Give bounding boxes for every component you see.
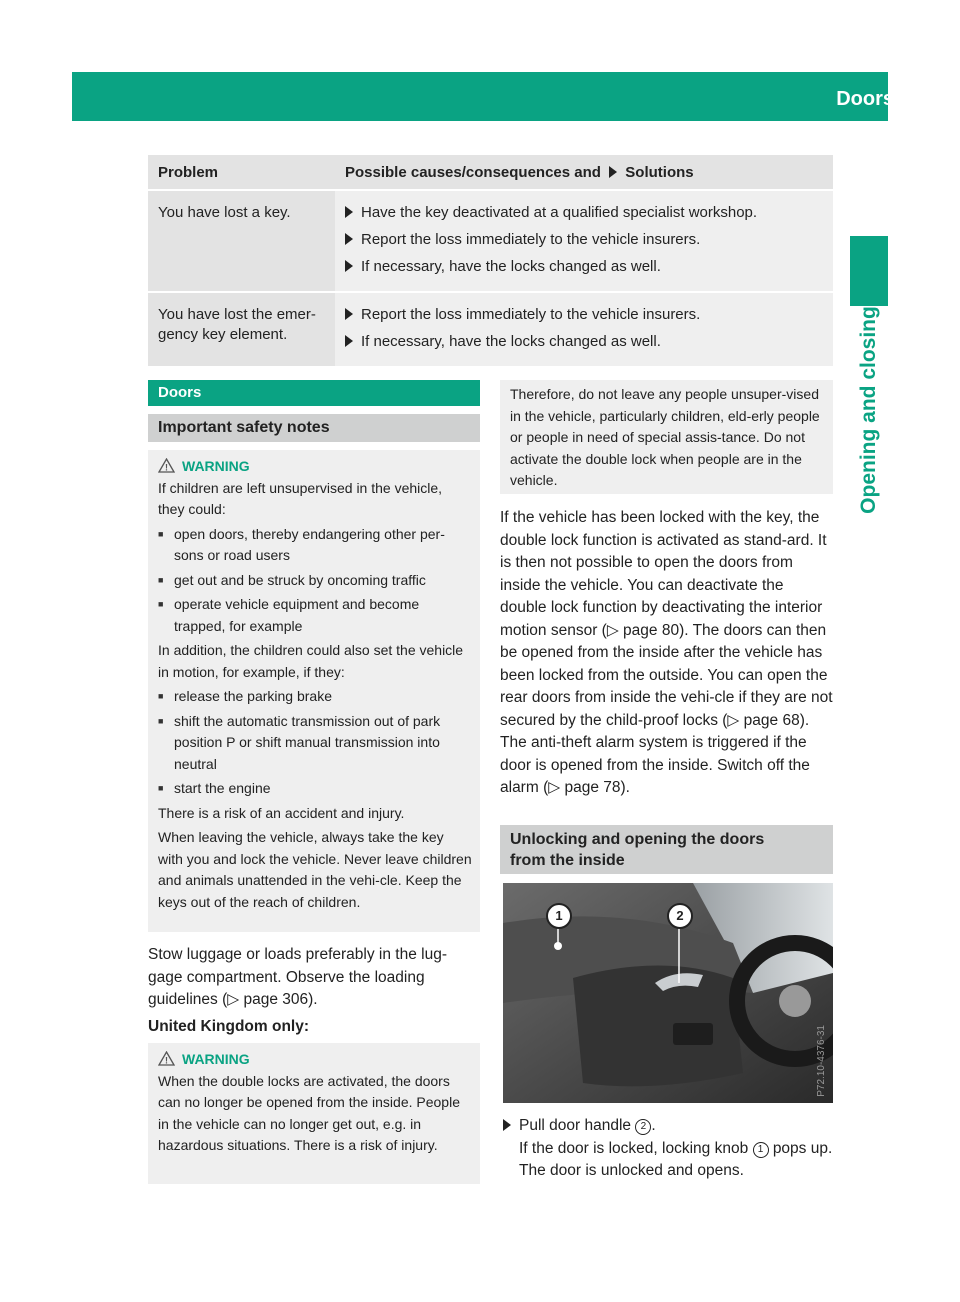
solution-cell [335, 190, 833, 292]
warning-box-continued: Therefore, do not leave any people unsuper-vised in the vehicle, particularly children, eld-erly people or people in need of special assis-tance. Do not activate the double lock when people are in the vehicle. [500, 380, 833, 494]
solution-item: If necessary, have the locks changed as well. [345, 332, 823, 352]
page-number: 89 [918, 88, 941, 110]
col-solutions-label: Solutions [625, 163, 694, 181]
arrow-icon [345, 335, 353, 347]
arrow-icon [345, 233, 353, 245]
header-section-title: Doors [836, 88, 894, 110]
arrow-icon [345, 260, 353, 272]
warning-risk: There is a risk of an accident and injury. [158, 804, 405, 821]
page-header [72, 72, 941, 121]
solution-item: Report the loss immediately to the vehicle insurers. [345, 230, 823, 250]
callout-2: 2 [667, 903, 693, 929]
table-header-row [148, 155, 833, 190]
side-tab [850, 236, 888, 306]
stow-paragraph: Stow luggage or loads preferably in the lug-gage compartment. Observe the loading guidelines (▷ page 306). United Kingdom only: [148, 944, 480, 1038]
list-item: ■ open doors, thereby endangering other per-sons or road users [158, 524, 472, 567]
solution-item: Report the loss immediately to the vehicle insurers. [345, 305, 823, 325]
warning-box-children [148, 450, 480, 932]
table-row [148, 190, 833, 292]
col-problem-header: Problem [148, 155, 335, 190]
arrow-icon [503, 1119, 511, 1131]
solution-cell [335, 292, 833, 367]
problem-cell: You have lost a key. [148, 190, 335, 292]
double-lock-paragraph: If the vehicle has been locked with the key, the double lock function is activated as stand-ard. It is then not possible to open the doors from inside the vehicle. You can deactivate the double lock function by deactivating the interior motion sensor (▷ page 80). The doors can then be opened from the inside after the vehicle has been locked from the outside. You can open the rear doors from inside the vehi-cle if they are not secured by the child-proof locks (▷ page 68). The anti-theft alarm system is triggered if the door is opened from the inside. Switch off the alarm (▷ page 78). [500, 509, 833, 796]
callout-ref-1: 1 [753, 1142, 769, 1158]
list-item: ■ release the parking brake [158, 686, 472, 708]
warning-advice: When leaving the vehicle, always take the key with you and lock the vehicle. Never leave children and animals unattended in the vehi-cle. Keep the keys out of the reach of children. [158, 829, 472, 910]
col-causes-header [335, 155, 833, 190]
list-item: ■ start the engine [158, 778, 472, 800]
arrow-icon [345, 308, 353, 320]
door-panel-illustration [503, 883, 833, 1103]
subheading-unlocking: Unlocking and opening the doors from the inside [500, 825, 833, 874]
warning-box-double-lock [148, 1043, 480, 1184]
svg-text:!: ! [165, 1055, 168, 1066]
callout-ref-2: 2 [635, 1119, 651, 1135]
uk-only-label: United Kingdom only: [148, 1017, 310, 1035]
svg-text:!: ! [165, 462, 168, 473]
arrow-icon [609, 166, 617, 178]
solution-item: If necessary, have the locks changed as well. [345, 257, 823, 277]
list-item: ■ get out and be struck by oncoming traffic [158, 570, 472, 592]
warning-mid: In addition, the children could also set the vehicle in motion, for example, if they: [158, 642, 464, 680]
warning-intro: If children are left unsupervised in the vehicle, they could: [158, 479, 443, 517]
header-separator [902, 72, 906, 121]
list-item: ■ operate vehicle equipment and become trapped, for example [158, 594, 472, 637]
figure-id: P72.10-4376-31 [816, 1025, 827, 1097]
problem-table [148, 155, 833, 368]
list-item: ■ shift the automatic transmission out of park position P or shift manual transmission into neutral [158, 711, 472, 776]
warning-triangle-icon [158, 1051, 175, 1066]
warning-heading: ! WARNING [182, 1049, 472, 1071]
side-chapter-label: Opening and closing [857, 306, 880, 514]
col-causes-label: Possible causes/consequences and [345, 163, 601, 181]
instruction-step: Pull door handle 2 . If the door is locked, locking knob 1 pops up. The door is unlocked and opens. [503, 1115, 835, 1183]
warning-heading: ! WARNING [182, 456, 472, 478]
arrow-icon [345, 206, 353, 218]
warning-triangle-icon [158, 458, 175, 473]
callout-1: 1 [546, 903, 572, 929]
problem-cell: You have lost the emer-gency key element. [148, 292, 335, 367]
table-row [148, 292, 833, 367]
warning-text: When the double locks are activated, the doors can no longer be opened from the inside. People in the vehicle can no longer get out, e.g. in hazardous situations. There is a risk of injury. [158, 1072, 460, 1153]
solution-item: Have the key deactivated at a qualified specialist workshop. [345, 203, 823, 223]
subheading-safety-notes: Important safety notes [148, 414, 480, 442]
section-heading-doors: Doors [148, 380, 480, 406]
